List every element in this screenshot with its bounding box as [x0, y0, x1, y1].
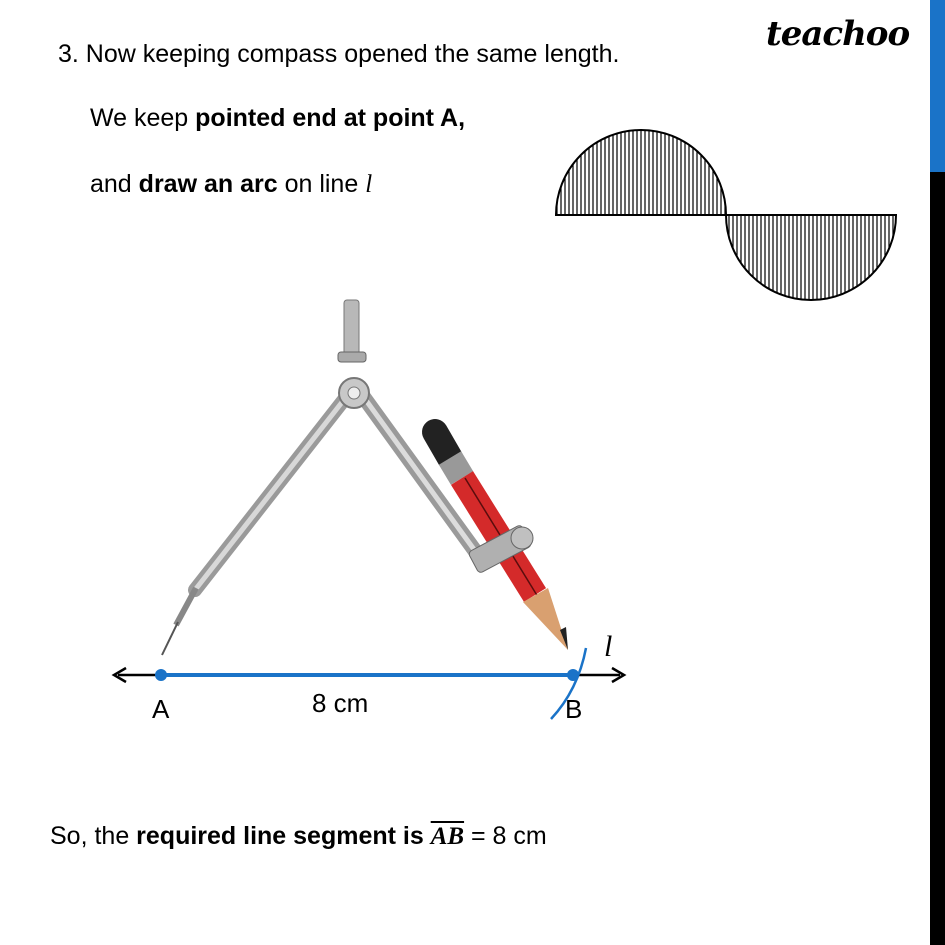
bold-text: required line segment is [136, 822, 431, 850]
length-label: 8 cm [312, 688, 369, 718]
bold-text: pointed end at point A, [195, 104, 466, 132]
text: and [90, 170, 139, 198]
pencil-icon [435, 432, 568, 650]
bold-text: draw an arc [138, 170, 278, 198]
text: on line [277, 170, 366, 198]
point-a-label: A [152, 694, 170, 724]
teachoo-logo: teachoo [766, 14, 910, 54]
hatched-wave-icon [556, 130, 896, 300]
line-l-label: l [604, 630, 613, 663]
line-variable: l [365, 171, 373, 198]
text: = 8 cm [464, 822, 547, 850]
point-a-dot [155, 669, 167, 681]
conclusion-text [50, 822, 547, 851]
point-b-label: B [565, 694, 583, 724]
text: We keep [90, 104, 196, 132]
text: So, the [50, 822, 137, 850]
segment-ab-label: $\overline{AB}$ [430, 823, 465, 850]
step-line-1: 3. Now keeping compass opened the same length. [58, 40, 620, 68]
point-b-dot [567, 669, 579, 681]
compass-icon [162, 300, 478, 655]
